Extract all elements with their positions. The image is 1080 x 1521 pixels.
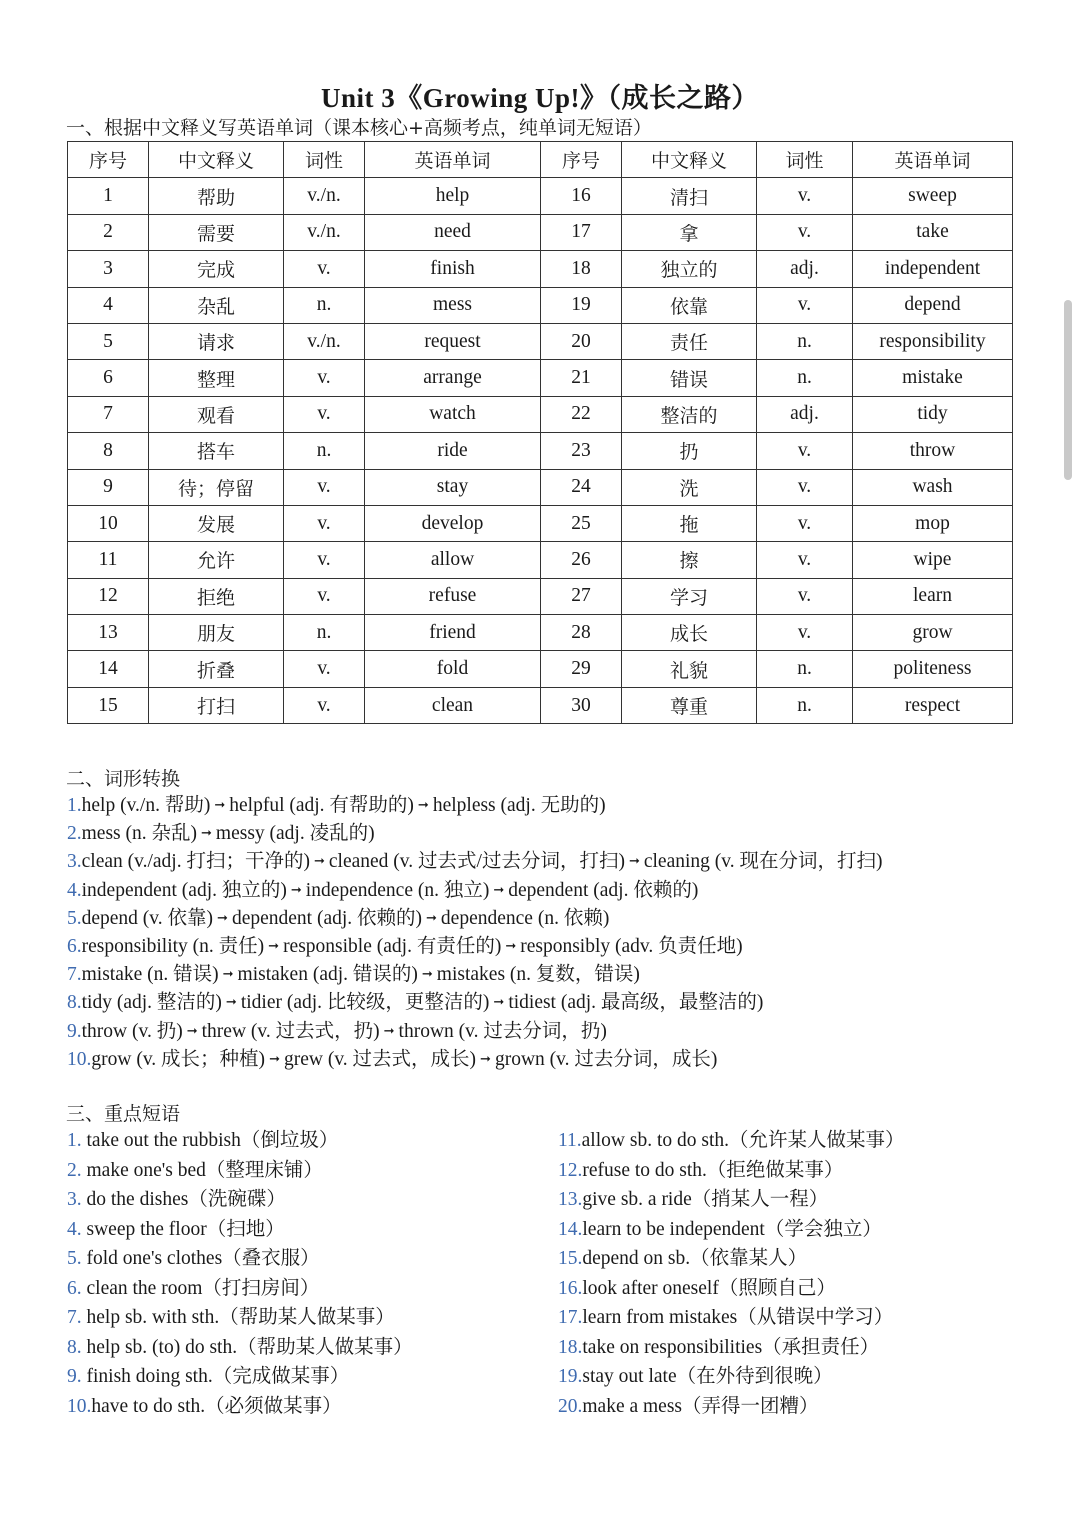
cell-chinese-meaning: 杂乱 (149, 287, 284, 323)
cell-chinese-meaning: 依靠 (622, 287, 757, 323)
cell-english-word: arrange (365, 360, 541, 396)
cell-english-word: help (365, 178, 541, 214)
phrase-item (558, 1392, 905, 1422)
phrase-item (558, 1215, 905, 1245)
phrase-text: help sb. (to) do sth.（帮助某人做某事） (81, 1336, 413, 1358)
phrase-item (67, 1244, 413, 1274)
cell-index: 26 (541, 542, 622, 578)
cell-index: 21 (541, 360, 622, 396)
section2-heading: 二、词形转换 (66, 768, 181, 790)
arrow-right-icon: ➞ (225, 995, 237, 1011)
cell-part-of-speech: n. (284, 287, 365, 323)
cell-chinese-meaning: 清扫 (622, 178, 757, 214)
word-form: throw (v. 扔) (81, 1020, 183, 1042)
cell-english-word: allow (365, 542, 541, 578)
cell-index: 7 (68, 396, 149, 432)
cell-english-word: clean (365, 687, 541, 723)
arrow-right-icon: ➞ (201, 826, 212, 842)
phrase-item (558, 1244, 905, 1274)
cell-part-of-speech: v. (757, 469, 853, 505)
cell-english-word: throw (853, 433, 1013, 469)
cell-part-of-speech: v./n. (284, 323, 365, 359)
header-part-of-speech: 词性 (757, 142, 853, 178)
cell-chinese-meaning: 整洁的 (622, 396, 757, 432)
cell-part-of-speech: v. (284, 651, 365, 687)
phrase-item (558, 1156, 905, 1186)
cell-part-of-speech: v. (284, 396, 365, 432)
cell-part-of-speech: v. (757, 178, 853, 214)
cell-english-word: refuse (365, 578, 541, 614)
word-form-item (67, 905, 1067, 933)
arrow-right-icon: ➞ (186, 1023, 198, 1039)
arrow-right-icon: ➞ (480, 1051, 491, 1067)
word-form: tidy (adj. 整洁的) (81, 992, 222, 1014)
cell-index: 4 (68, 287, 149, 323)
item-number: 3. (67, 851, 82, 873)
cell-index: 2 (68, 214, 149, 250)
table-row (68, 360, 1013, 396)
cell-index: 20 (541, 323, 622, 359)
cell-part-of-speech: v. (284, 251, 365, 287)
table-row (68, 396, 1013, 432)
word-form: tidiest (adj. 最高级，最整洁的) (508, 992, 764, 1014)
arrow-right-icon: ➞ (217, 910, 228, 926)
cell-part-of-speech: adj. (757, 251, 853, 287)
arrow-right-icon: ➞ (493, 995, 505, 1011)
phrase-text: allow sb. to do sth.（允许某人做某事） (581, 1130, 905, 1151)
cell-english-word: mess (365, 287, 541, 323)
cell-english-word: grow (853, 615, 1013, 651)
cell-english-word: stay (365, 469, 541, 505)
cell-chinese-meaning: 整理 (149, 360, 284, 396)
phrase-item (67, 1215, 413, 1245)
item-number: 1. (67, 795, 82, 816)
cell-english-word: request (365, 323, 541, 359)
cell-index: 23 (541, 433, 622, 469)
word-form-item (67, 877, 1067, 905)
cell-chinese-meaning: 发展 (149, 505, 284, 541)
arrow-right-icon: ➞ (313, 854, 325, 870)
cell-chinese-meaning: 独立的 (622, 251, 757, 287)
arrow-right-icon: ➞ (222, 967, 234, 983)
cell-english-word: mop (853, 505, 1013, 541)
item-number: 2. (67, 1159, 82, 1181)
phrase-text: make one's bed（整理床铺） (81, 1159, 323, 1181)
cell-english-word: respect (853, 687, 1013, 723)
item-number: 15. (558, 1248, 583, 1269)
cell-english-word: depend (853, 287, 1013, 323)
phrase-item (67, 1303, 413, 1333)
word-form: responsibly (adv. 负责任地) (520, 935, 743, 957)
word-form-item (67, 933, 1067, 961)
phrase-text: do the dishes（洗碗碟） (81, 1189, 286, 1210)
cell-part-of-speech: v. (757, 542, 853, 578)
cell-english-word: independent (853, 251, 1013, 287)
phrase-text: clean the room（打扫房间） (81, 1277, 320, 1299)
phrase-text: have to do sth.（必须做某事） (91, 1395, 342, 1417)
arrow-right-icon: ➞ (421, 967, 433, 983)
word-form: grow (v. 成长；种植) (91, 1048, 266, 1070)
cell-index: 12 (68, 578, 149, 614)
phrase-item (67, 1333, 413, 1363)
word-form: mess (n. 杂乱) (81, 823, 197, 845)
cell-part-of-speech: n. (757, 360, 853, 396)
cell-chinese-meaning: 拖 (622, 505, 757, 541)
word-forms-list (67, 792, 1067, 1074)
header-english-word: 英语单词 (365, 142, 541, 178)
cell-part-of-speech: v. (284, 360, 365, 396)
phrase-item (67, 1126, 413, 1156)
word-form: independence (n. 独立) (305, 879, 490, 901)
cell-index: 25 (541, 505, 622, 541)
word-form: messy (adj. 凌乱的) (215, 823, 375, 845)
phrase-text: look after oneself（照顾自己） (582, 1277, 836, 1299)
item-number: 17. (558, 1307, 583, 1328)
word-form: tidier (adj. 比较级，更整洁的) (240, 992, 490, 1014)
cell-chinese-meaning: 洗 (622, 469, 757, 505)
table-row (68, 178, 1013, 214)
item-number: 12. (558, 1159, 583, 1181)
item-number: 6. (67, 935, 82, 957)
cell-index: 9 (68, 469, 149, 505)
item-number: 20. (558, 1395, 583, 1417)
phrase-item (67, 1362, 413, 1392)
arrow-right-icon: ➞ (505, 938, 517, 954)
cell-part-of-speech: n. (757, 323, 853, 359)
phrase-item (558, 1126, 905, 1156)
cell-chinese-meaning: 搭车 (149, 433, 284, 469)
item-number: 3. (67, 1189, 82, 1210)
phrase-item (558, 1274, 905, 1304)
word-form-item (67, 989, 1067, 1017)
cell-english-word: tidy (853, 396, 1013, 432)
arrow-right-icon: ➞ (268, 938, 280, 954)
cell-index: 15 (68, 687, 149, 723)
cell-part-of-speech: v. (284, 687, 365, 723)
word-form-item (67, 961, 1067, 989)
section1-heading: 一、根据中文释义写英语单词（课本核心+高频考点，纯单词无短语） (66, 117, 652, 139)
word-form: dependent (adj. 依赖的) (231, 907, 423, 929)
item-number: 14. (558, 1218, 583, 1240)
word-form-item (67, 1018, 1067, 1046)
word-form: mistaken (adj. 错误的) (237, 964, 418, 986)
cell-chinese-meaning: 拒绝 (149, 578, 284, 614)
arrow-right-icon: ➞ (269, 1051, 280, 1067)
phrase-text: depend on sb.（依靠某人） (582, 1248, 808, 1269)
cell-part-of-speech: v. (284, 542, 365, 578)
arrow-right-icon: ➞ (417, 798, 429, 813)
item-number: 4. (67, 879, 82, 901)
cell-english-word: politeness (853, 651, 1013, 687)
cell-english-word: watch (365, 396, 541, 432)
cell-chinese-meaning: 错误 (622, 360, 757, 396)
cell-index: 22 (541, 396, 622, 432)
phrase-text: refuse to do sth.（拒绝做某事） (582, 1159, 844, 1181)
cell-chinese-meaning: 学习 (622, 578, 757, 614)
word-form: grew (v. 过去式，成长) (283, 1048, 477, 1070)
cell-part-of-speech: v. (757, 615, 853, 651)
item-number: 5. (67, 907, 82, 929)
cell-chinese-meaning: 完成 (149, 251, 284, 287)
cell-english-word: fold (365, 651, 541, 687)
cell-part-of-speech: v. (757, 433, 853, 469)
word-form: dependent (adj. 依赖的) (508, 879, 699, 901)
item-number: 11. (558, 1130, 582, 1151)
item-number: 8. (67, 992, 82, 1014)
arrow-right-icon: ➞ (290, 882, 302, 898)
cell-index: 29 (541, 651, 622, 687)
table-row (68, 323, 1013, 359)
vocabulary-table (67, 141, 1013, 724)
phrase-text: make a mess（弄得一团糟） (582, 1395, 819, 1417)
phrase-text: help sb. with sth.（帮助某人做某事） (81, 1307, 395, 1328)
section3-heading: 三、重点短语 (66, 1103, 181, 1125)
item-number: 2. (67, 823, 82, 845)
cell-part-of-speech: v./n. (284, 178, 365, 214)
word-form: independent (adj. 独立的) (81, 879, 287, 901)
item-number: 1. (67, 1130, 82, 1151)
cell-index: 11 (68, 542, 149, 578)
item-number: 5. (67, 1248, 82, 1269)
item-number: 18. (558, 1336, 583, 1358)
phrase-text: learn to be independent（学会独立） (582, 1218, 882, 1240)
cell-part-of-speech: v. (757, 287, 853, 323)
word-form: mistake (n. 错误) (81, 964, 219, 986)
item-number: 4. (67, 1218, 82, 1240)
cell-chinese-meaning: 成长 (622, 615, 757, 651)
cell-english-word: wash (853, 469, 1013, 505)
table-row (68, 687, 1013, 723)
cell-english-word: ride (365, 433, 541, 469)
phrase-item (67, 1274, 413, 1304)
cell-chinese-meaning: 扔 (622, 433, 757, 469)
arrow-right-icon: ➞ (628, 854, 640, 870)
cell-english-word: responsibility (853, 323, 1013, 359)
word-form: help (v./n. 帮助) (81, 795, 211, 816)
header-index: 序号 (68, 142, 149, 178)
cell-part-of-speech: v./n. (284, 214, 365, 250)
word-form: helpful (adj. 有帮助的) (229, 795, 414, 816)
word-form: responsible (adj. 有责任的) (283, 935, 502, 957)
item-number: 7. (67, 964, 82, 986)
phrase-text: learn from mistakes（从错误中学习） (582, 1307, 894, 1328)
cell-part-of-speech: n. (757, 687, 853, 723)
phrase-text: finish doing sth.（完成做某事） (81, 1366, 350, 1387)
cell-index: 17 (541, 214, 622, 250)
phrase-item (558, 1333, 905, 1363)
cell-english-word: learn (853, 578, 1013, 614)
cell-chinese-meaning: 请求 (149, 323, 284, 359)
phrase-text: give sb. a ride（捎某人一程） (582, 1189, 829, 1210)
cell-index: 28 (541, 615, 622, 651)
phrases-right-column (558, 1126, 905, 1421)
arrow-right-icon: ➞ (214, 798, 226, 813)
cell-chinese-meaning: 擦 (622, 542, 757, 578)
phrase-item (558, 1303, 905, 1333)
word-form: mistakes (n. 复数，错误) (436, 964, 640, 986)
cell-part-of-speech: v. (757, 578, 853, 614)
cell-part-of-speech: adj. (757, 396, 853, 432)
cell-part-of-speech: v. (284, 505, 365, 541)
phrase-item (67, 1185, 413, 1215)
cell-index: 5 (68, 323, 149, 359)
word-form: thrown (v. 过去分词，扔) (398, 1020, 607, 1042)
item-number: 10. (67, 1395, 92, 1417)
item-number: 8. (67, 1336, 82, 1358)
word-form: clean (v./adj. 打扫；干净的) (81, 851, 310, 873)
cell-index: 3 (68, 251, 149, 287)
phrase-text: fold one's clothes（叠衣服） (81, 1248, 320, 1269)
phrase-text: take out the rubbish（倒垃圾） (81, 1130, 339, 1151)
item-number: 9. (67, 1366, 82, 1387)
cell-chinese-meaning: 帮助 (149, 178, 284, 214)
cell-chinese-meaning: 需要 (149, 214, 284, 250)
table-row (68, 505, 1013, 541)
word-form: threw (v. 过去式，扔) (201, 1020, 380, 1042)
phrase-text: sweep the floor（扫地） (81, 1218, 285, 1240)
cell-chinese-meaning: 责任 (622, 323, 757, 359)
cell-part-of-speech: n. (284, 433, 365, 469)
page-title: Unit 3《Growing Up!》（成长之路） (320, 83, 760, 113)
word-form-item (67, 1046, 1067, 1074)
cell-english-word: friend (365, 615, 541, 651)
cell-english-word: wipe (853, 542, 1013, 578)
cell-index: 19 (541, 287, 622, 323)
table-row (68, 542, 1013, 578)
word-form: responsibility (n. 责任) (81, 935, 265, 957)
table-row (68, 615, 1013, 651)
word-form: cleaning (v. 现在分词，打扫) (643, 851, 883, 873)
table-row (68, 469, 1013, 505)
header-chinese-meaning: 中文释义 (622, 142, 757, 178)
scrollbar[interactable] (1064, 300, 1072, 480)
cell-index: 13 (68, 615, 149, 651)
phrase-item (558, 1185, 905, 1215)
arrow-right-icon: ➞ (493, 882, 505, 898)
word-form: dependence (n. 依赖) (440, 907, 610, 929)
table-row (68, 251, 1013, 287)
cell-index: 18 (541, 251, 622, 287)
table-row (68, 651, 1013, 687)
cell-english-word: sweep (853, 178, 1013, 214)
phrases-left-column (67, 1126, 413, 1421)
item-number: 9. (67, 1020, 82, 1042)
item-number: 6. (67, 1277, 82, 1299)
word-form-item (67, 820, 1067, 848)
table-row (68, 578, 1013, 614)
phrase-item (67, 1156, 413, 1186)
cell-english-word: need (365, 214, 541, 250)
cell-index: 14 (68, 651, 149, 687)
cell-chinese-meaning: 观看 (149, 396, 284, 432)
item-number: 16. (558, 1277, 583, 1299)
cell-chinese-meaning: 拿 (622, 214, 757, 250)
header-chinese-meaning: 中文释义 (149, 142, 284, 178)
cell-part-of-speech: n. (757, 651, 853, 687)
arrow-right-icon: ➞ (383, 1023, 395, 1039)
phrase-item (67, 1392, 413, 1422)
cell-part-of-speech: n. (284, 615, 365, 651)
cell-part-of-speech: v. (757, 505, 853, 541)
table-row (68, 214, 1013, 250)
cell-index: 16 (541, 178, 622, 214)
item-number: 13. (558, 1189, 583, 1210)
cell-chinese-meaning: 打扫 (149, 687, 284, 723)
cell-chinese-meaning: 礼貌 (622, 651, 757, 687)
word-form: cleaned (v. 过去式/过去分词，打扫) (328, 851, 625, 873)
phrase-item (558, 1362, 905, 1392)
cell-index: 8 (68, 433, 149, 469)
cell-english-word: develop (365, 505, 541, 541)
cell-english-word: finish (365, 251, 541, 287)
cell-index: 10 (68, 505, 149, 541)
cell-index: 24 (541, 469, 622, 505)
phrase-text: stay out late（在外待到很晚） (582, 1366, 833, 1387)
table-row (68, 433, 1013, 469)
cell-chinese-meaning: 尊重 (622, 687, 757, 723)
cell-index: 30 (541, 687, 622, 723)
word-form-item (67, 848, 1067, 876)
cell-part-of-speech: v. (284, 578, 365, 614)
cell-index: 6 (68, 360, 149, 396)
arrow-right-icon: ➞ (426, 910, 437, 926)
word-form: depend (v. 依靠) (81, 907, 214, 929)
cell-part-of-speech: v. (284, 469, 365, 505)
header-part-of-speech: 词性 (284, 142, 365, 178)
cell-english-word: take (853, 214, 1013, 250)
item-number: 10. (67, 1048, 92, 1070)
item-number: 19. (558, 1366, 583, 1387)
cell-chinese-meaning: 折叠 (149, 651, 284, 687)
cell-part-of-speech: v. (757, 214, 853, 250)
header-english-word: 英语单词 (853, 142, 1013, 178)
phrase-text: take on responsibilities（承担责任） (582, 1336, 880, 1358)
table-row (68, 287, 1013, 323)
cell-chinese-meaning: 允许 (149, 542, 284, 578)
cell-index: 1 (68, 178, 149, 214)
cell-chinese-meaning: 朋友 (149, 615, 284, 651)
item-number: 7. (67, 1307, 82, 1328)
word-form: grown (v. 过去分词，成长) (494, 1048, 718, 1070)
cell-index: 27 (541, 578, 622, 614)
table-header-row (68, 142, 1013, 178)
word-form-item (67, 792, 1067, 820)
header-index: 序号 (541, 142, 622, 178)
cell-chinese-meaning: 待；停留 (149, 469, 284, 505)
cell-english-word: mistake (853, 360, 1013, 396)
word-form: helpless (adj. 无助的) (432, 795, 606, 816)
